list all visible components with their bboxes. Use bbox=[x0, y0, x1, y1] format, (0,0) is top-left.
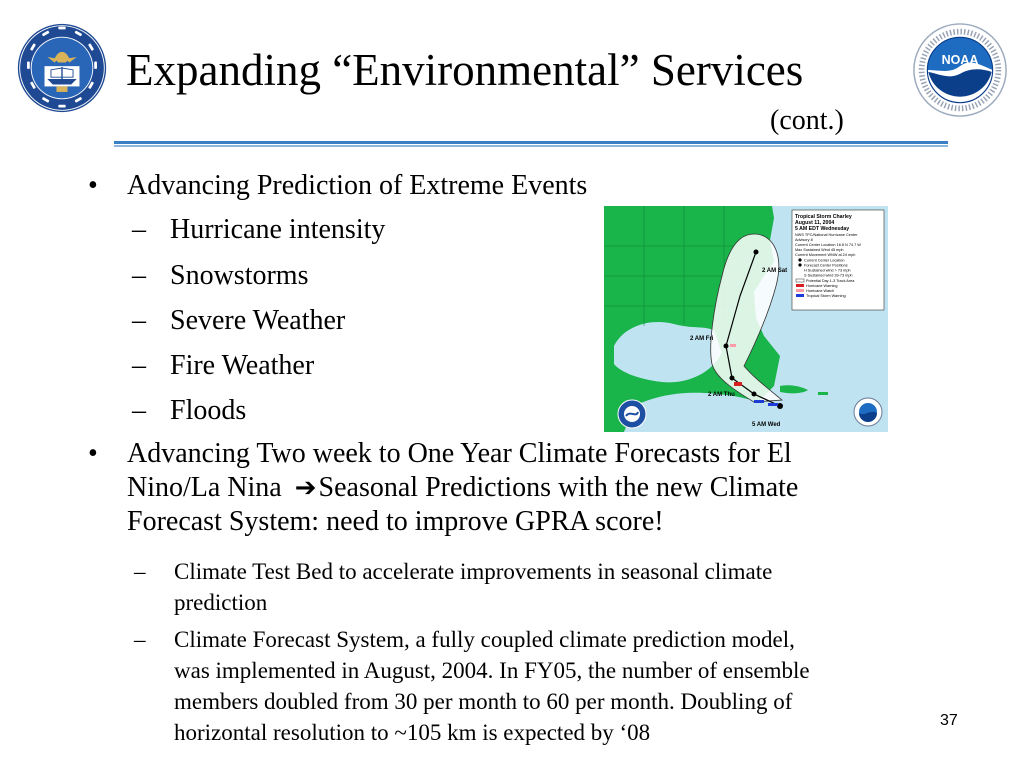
map-nws-emblem-icon bbox=[618, 400, 646, 428]
bullet-text-block bbox=[127, 437, 967, 539]
bullet-extreme-events bbox=[88, 169, 688, 203]
bullet-text: Advancing Prediction of Extreme Events bbox=[127, 170, 588, 201]
legend-key: Hurricane Warning bbox=[806, 284, 838, 288]
bullet-marker: • bbox=[88, 438, 98, 469]
legend-time: 5 AM EDT Wednesday bbox=[795, 226, 850, 232]
sub-bullet-text-block bbox=[174, 624, 974, 748]
sub-bullet-severe-weather bbox=[132, 304, 462, 338]
legend-line: Current Movement WNW at 24 mph bbox=[795, 253, 856, 257]
department-of-commerce-seal-icon bbox=[16, 22, 108, 114]
legend-key: S Sustained wind 39-73 mph bbox=[804, 273, 853, 278]
map-label-fri: 2 AM Fri bbox=[690, 336, 714, 342]
hurricane-watch-segment bbox=[730, 344, 736, 347]
legend-key: H Sustained wind > 73 mph bbox=[804, 268, 851, 273]
sub-bullet-fire-weather bbox=[132, 349, 462, 383]
title-rule bbox=[114, 141, 948, 149]
sub-bullet-climate-test-bed bbox=[134, 556, 974, 618]
sub-bullet-line: Climate Test Bed to accelerate improvements in seasonal climate bbox=[174, 559, 773, 584]
bullet-line-part: Seasonal Predictions with the new Climate bbox=[318, 472, 799, 503]
map-puerto-rico bbox=[818, 392, 828, 395]
legend-key: Potential Day 1-3 Track Area bbox=[806, 279, 855, 283]
forecast-position-marker bbox=[754, 250, 759, 255]
map-noaa-emblem-icon bbox=[854, 398, 882, 426]
sub-bullet-text: Fire Weather bbox=[170, 350, 315, 381]
sub-bullet-line: was implemented in August, 2004. In FY05, the number of ensemble bbox=[174, 658, 810, 683]
sub-bullet-text-block bbox=[174, 556, 974, 618]
dash-marker: – bbox=[132, 350, 146, 381]
bullet-marker: • bbox=[88, 170, 98, 201]
sub-bullet-line: prediction bbox=[174, 590, 268, 615]
legend-key: Hurricane Watch bbox=[806, 289, 835, 293]
slide-subtitle: (cont.) bbox=[770, 105, 844, 136]
dash-marker: – bbox=[132, 214, 146, 245]
sub-bullet-line: Climate Forecast System, a fully coupled climate prediction model, bbox=[174, 627, 795, 652]
dash-marker: – bbox=[134, 559, 146, 584]
hurricane-warning-segment bbox=[734, 382, 742, 386]
legend-forecast-icon bbox=[798, 263, 801, 266]
tropical-storm-warning-segment bbox=[754, 400, 764, 403]
page-number: 37 bbox=[940, 712, 958, 729]
legend-key: Current Center Location bbox=[804, 258, 845, 263]
sub-bullet-line: horizontal resolution to ~105 km is expected by ‘08 bbox=[174, 720, 651, 745]
sub-bullet-snowstorms bbox=[132, 259, 462, 293]
sub-bullet-text: Severe Weather bbox=[170, 305, 346, 336]
forecast-position-marker bbox=[724, 344, 729, 349]
noaa-seal-icon bbox=[912, 22, 1008, 118]
sub-bullet-climate-forecast-system bbox=[134, 624, 974, 748]
bullet-line: Forecast System: need to improve GPRA score! bbox=[127, 506, 664, 537]
bullet-line: Advancing Two week to One Year Climate Forecasts for El bbox=[127, 438, 792, 469]
sub-bullet-floods bbox=[132, 394, 462, 428]
legend-title: Tropical Storm Charley bbox=[795, 214, 852, 220]
legend-line: NWS TPC/National Hurricane Center bbox=[795, 233, 858, 237]
legend-hurricane-watch-icon bbox=[796, 289, 804, 292]
legend-line: Max Sustained Wind 45 mph bbox=[795, 248, 844, 252]
bullet-line bbox=[127, 471, 967, 505]
forecast-position-marker bbox=[730, 376, 735, 381]
legend-key: Tropical Storm Warning bbox=[806, 294, 846, 298]
dash-marker: – bbox=[132, 260, 146, 291]
legend-ts-warning-icon bbox=[796, 294, 804, 297]
legend-current-icon bbox=[798, 258, 801, 261]
dash-marker: – bbox=[132, 395, 146, 426]
legend-key: Forecast Center Positions bbox=[804, 263, 848, 268]
legend-date: August 11, 2004 bbox=[795, 220, 835, 226]
legend-line: Current Center Location 16.8 N 74.7 W bbox=[795, 243, 861, 247]
sub-bullet-hurricane bbox=[132, 213, 462, 247]
dash-marker: – bbox=[134, 627, 146, 652]
legend-hurricane-warning-icon bbox=[796, 284, 804, 287]
right-arrow-icon: ➔ bbox=[294, 473, 317, 503]
forecast-position-marker bbox=[752, 392, 757, 397]
hurricane-track-map bbox=[604, 206, 888, 432]
noaa-seal-text: NOAA bbox=[941, 53, 979, 68]
legend-cone-icon bbox=[796, 279, 804, 282]
sub-bullet-text: Snowstorms bbox=[170, 260, 309, 291]
map-label-sat: 2 AM Sat bbox=[762, 268, 788, 274]
sub-bullet-line: members doubled from 30 per month to 60 per month. Doubling of bbox=[174, 689, 793, 714]
dash-marker: – bbox=[132, 305, 146, 336]
sub-bullet-text: Hurricane intensity bbox=[170, 214, 386, 245]
bullet-line-part: Nino/La Nina bbox=[127, 472, 289, 503]
map-label-thu: 2 AM Thu bbox=[708, 392, 735, 398]
tropical-storm-warning-segment bbox=[768, 403, 778, 406]
slide-title: Expanding “Environmental” Services bbox=[126, 45, 804, 95]
sub-bullet-text: Floods bbox=[170, 395, 247, 426]
legend-line: Advisory 8 bbox=[795, 238, 813, 242]
map-label-wed: 5 AM Wed bbox=[752, 422, 781, 428]
bullet-climate-forecasts bbox=[88, 437, 968, 539]
